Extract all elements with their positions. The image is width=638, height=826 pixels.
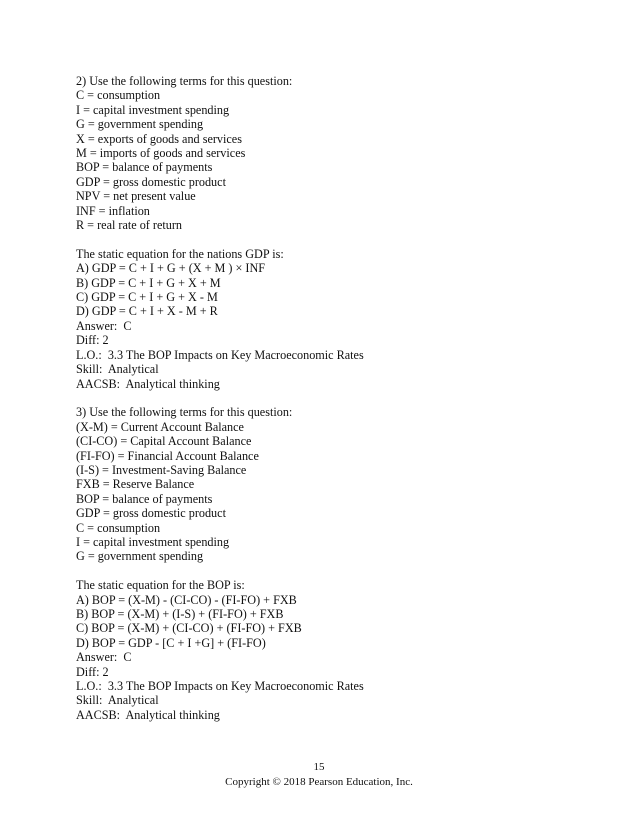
question-metadata: AACSB: Analytical thinking bbox=[76, 707, 220, 722]
term-definition: X = exports of goods and services bbox=[76, 131, 242, 146]
paragraph-spacer bbox=[76, 232, 576, 246]
term-definition: C = consumption bbox=[76, 520, 161, 535]
term-definition: R = real rate of return bbox=[76, 218, 183, 233]
page-number: 15 bbox=[313, 761, 325, 773]
answer-option: A) BOP = (X-M) - (CI-CO) - (FI-FO) + FXB bbox=[76, 592, 297, 607]
question-intro: 2) Use the following terms for this question: bbox=[76, 74, 293, 88]
term-definition: FXB = Reserve Balance bbox=[76, 477, 195, 492]
term-definition: BOP = balance of payments bbox=[76, 491, 213, 506]
question-list bbox=[76, 74, 576, 722]
question-metadata: Answer: C bbox=[76, 318, 132, 333]
question-metadata: L.O.: 3.3 The BOP Impacts on Key Macroeconomic Rates bbox=[76, 679, 364, 694]
question-metadata: AACSB: Analytical thinking bbox=[76, 376, 220, 391]
answer-option: D) GDP = C + I + X - M + R bbox=[76, 304, 218, 319]
term-definition: BOP = balance of payments bbox=[76, 160, 213, 175]
question-intro: 3) Use the following terms for this question: bbox=[76, 405, 293, 420]
document-body bbox=[76, 74, 576, 722]
answer-option: B) BOP = (X-M) + (I-S) + (FI-FO) + FXB bbox=[76, 606, 284, 621]
question-prompt: The static equation for the BOP is: bbox=[76, 578, 245, 593]
question-block bbox=[76, 405, 576, 722]
question-prompt: The static equation for the nations GDP is: bbox=[76, 246, 284, 261]
answer-option: C) BOP = (X-M) + (CI-CO) + (FI-FO) + FXB bbox=[76, 621, 302, 636]
answer-option: A) GDP = C + I + G + (X + M ) × INF bbox=[76, 261, 266, 276]
question-metadata: Diff: 2 bbox=[76, 664, 109, 679]
answer-option: C) GDP = C + I + G + X - M bbox=[76, 290, 218, 305]
term-definition: (CI-CO) = Capital Account Balance bbox=[76, 434, 252, 449]
paragraph-spacer bbox=[76, 564, 576, 578]
term-definition: GDP = gross domestic product bbox=[76, 174, 226, 189]
answer-option: B) GDP = C + I + G + X + M bbox=[76, 275, 221, 290]
question-metadata: Answer: C bbox=[76, 650, 132, 665]
question-block bbox=[76, 74, 576, 405]
term-definition: INF = inflation bbox=[76, 203, 150, 218]
term-definition: I = capital investment spending bbox=[76, 534, 230, 549]
term-definition: GDP = gross domestic product bbox=[76, 506, 226, 521]
term-definition: (X-M) = Current Account Balance bbox=[76, 419, 244, 434]
term-definition: (I-S) = Investment-Saving Balance bbox=[76, 462, 247, 477]
term-definition: M = imports of goods and services bbox=[76, 146, 246, 161]
question-metadata: Diff: 2 bbox=[76, 333, 109, 348]
term-definition: G = government spending bbox=[76, 549, 204, 564]
term-definition: I = capital investment spending bbox=[76, 102, 230, 117]
paragraph-spacer bbox=[76, 391, 576, 405]
question-metadata: Skill: Analytical bbox=[76, 693, 159, 708]
term-definition: (FI-FO) = Financial Account Balance bbox=[76, 448, 259, 463]
question-metadata: L.O.: 3.3 The BOP Impacts on Key Macroeconomic Rates bbox=[76, 347, 364, 362]
term-definition: NPV = net present value bbox=[76, 189, 196, 204]
question-metadata: Skill: Analytical bbox=[76, 362, 159, 377]
term-definition: C = consumption bbox=[76, 88, 161, 103]
copyright-notice: Copyright © 2018 Pearson Education, Inc. bbox=[225, 776, 413, 788]
term-definition: G = government spending bbox=[76, 117, 204, 132]
answer-option: D) BOP = GDP - [C + I +G] + (FI-FO) bbox=[76, 635, 266, 650]
